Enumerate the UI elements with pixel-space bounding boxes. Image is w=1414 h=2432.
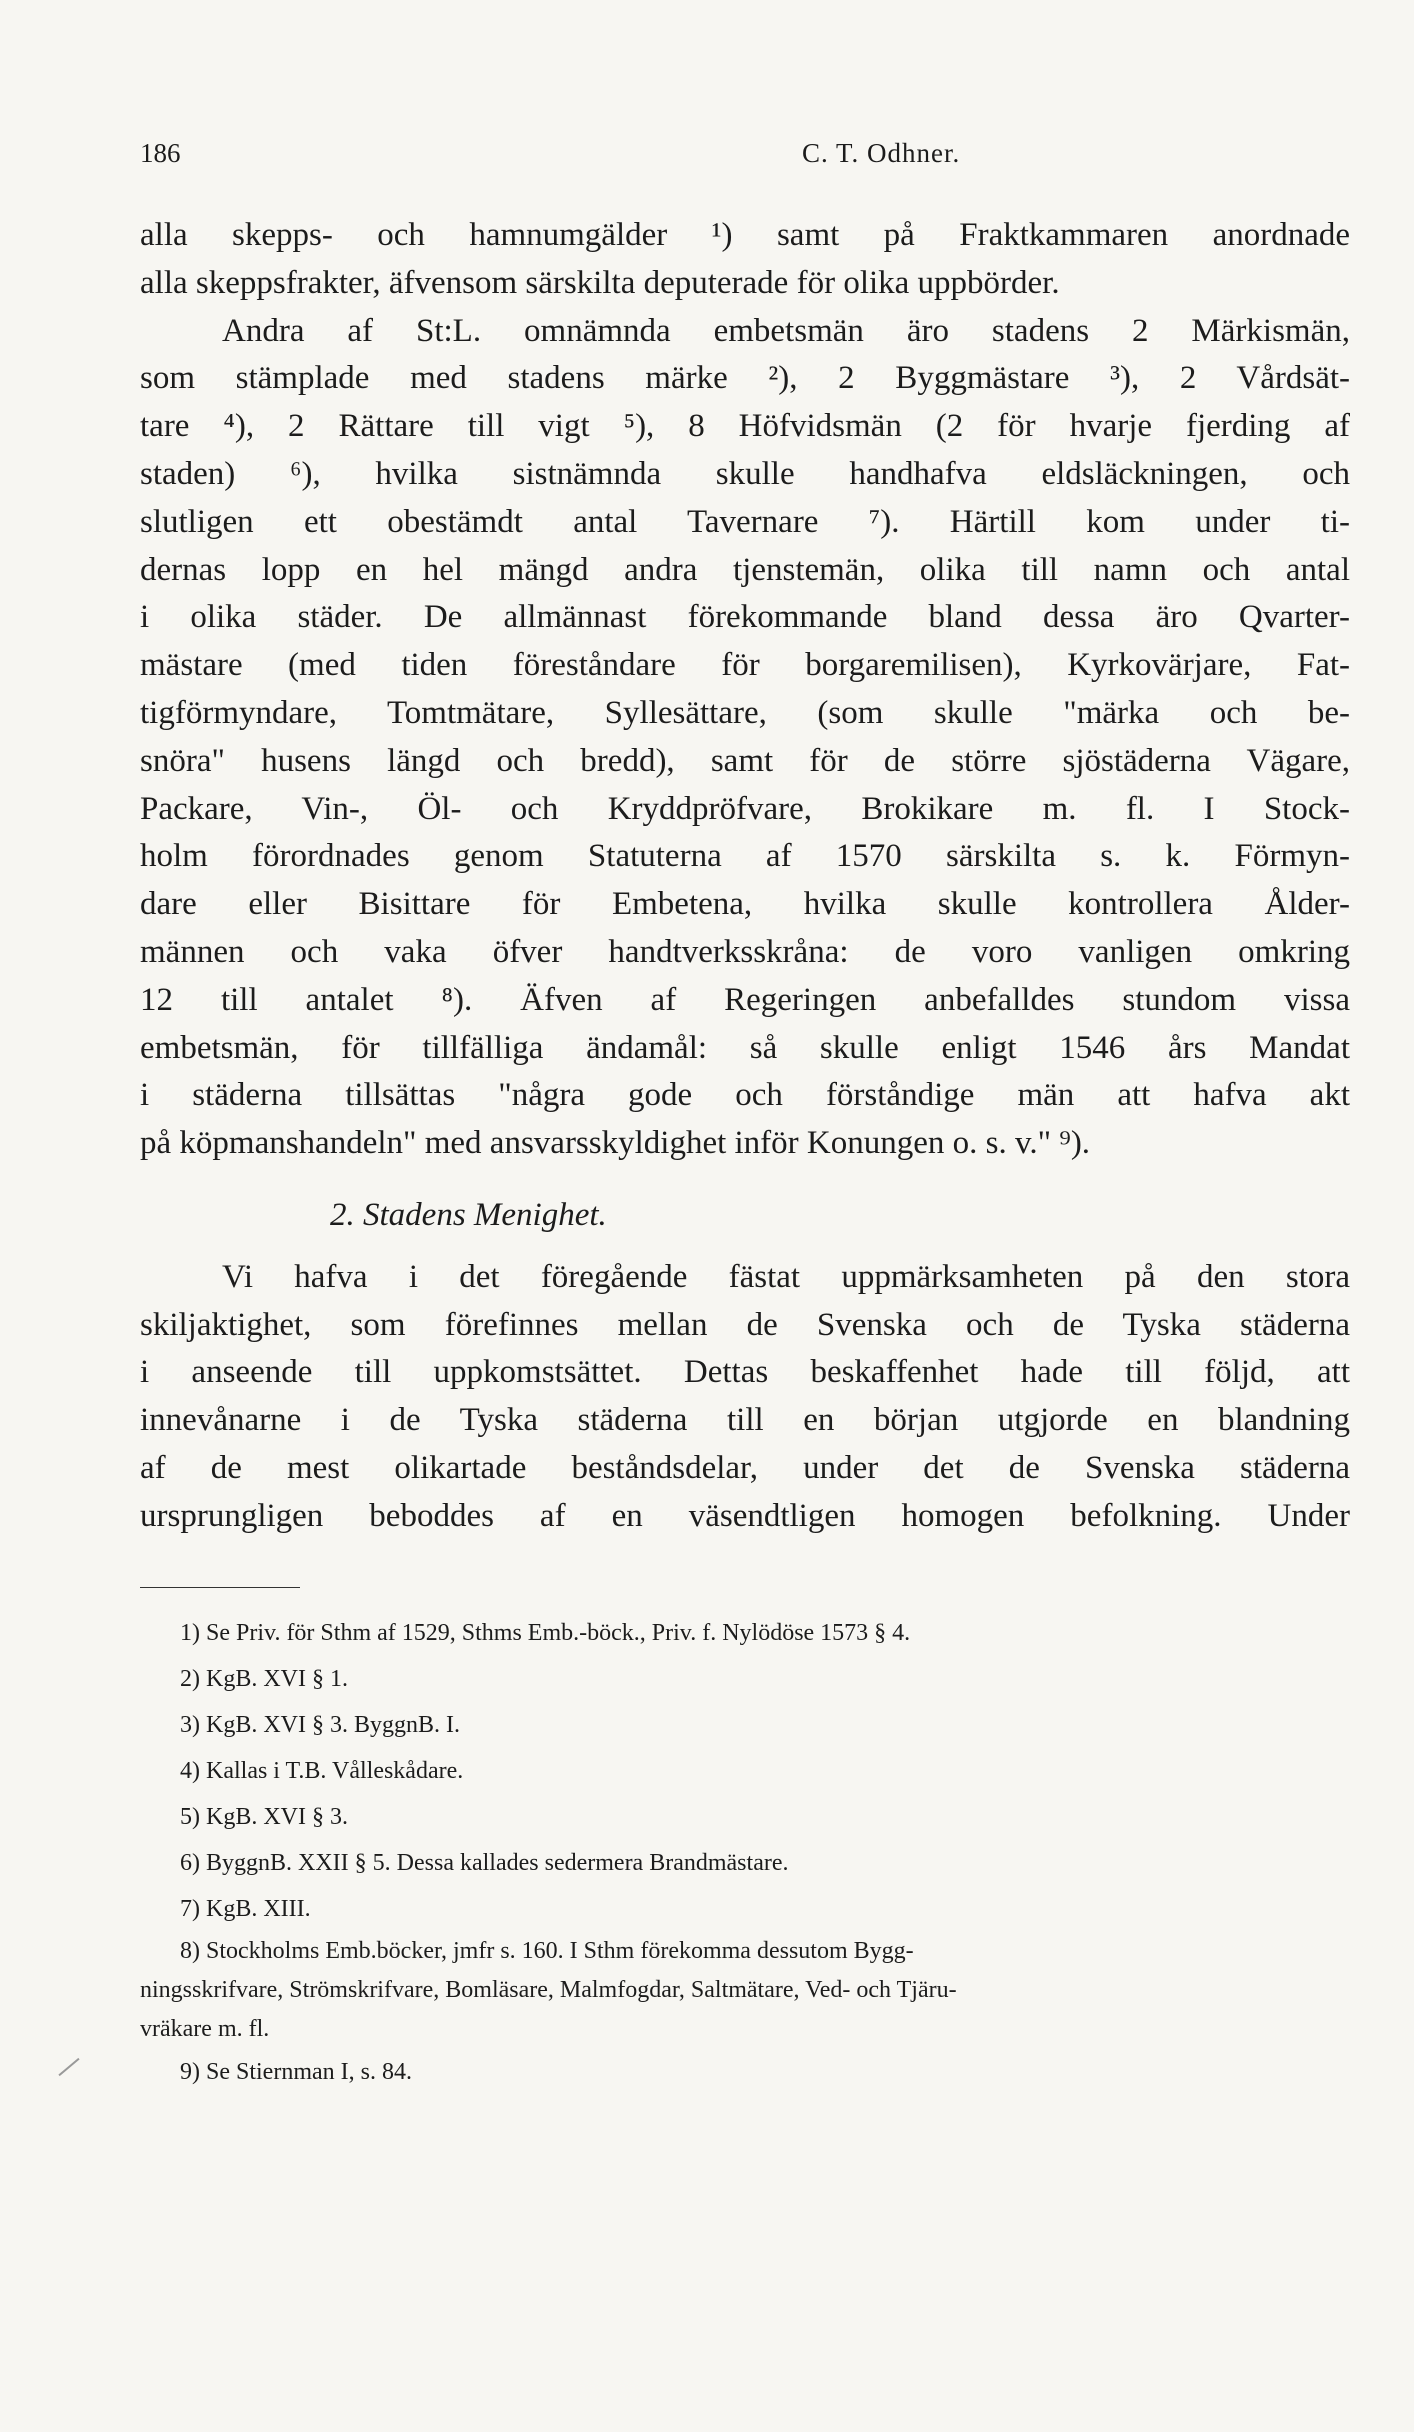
section-title: [140, 1192, 1350, 1240]
text-line: dare eller Bisittare för Embetena, hvilka skulle kontrollera Ålder-: [140, 886, 1350, 923]
footnotes: [140, 1610, 1310, 2095]
text-line: af de mest olikartade beståndsdelar, under det de Svenska städerna: [140, 1449, 1350, 1486]
footnote-line: vräkare m. fl.: [140, 2016, 270, 2042]
text-line: embetsmän, för tillfälliga ändamål: så skulle enligt 1546 års Mandat: [140, 1029, 1350, 1066]
text-line: Packare, Vin-, Öl- och Kryddpröfvare, Brokikare m. fl. I Stock-: [140, 790, 1350, 827]
text-line: alla skepps- och hamnumgälder ¹) samt på Fraktkammaren anordnade: [140, 217, 1350, 253]
text-line: Andra af St:L. omnämnda embetsmän äro stadens 2 Märkismän,: [222, 312, 1350, 349]
text-line: tare ⁴), 2 Rättare till vigt ⁵), 8 Höfvidsmän (2 för hvarje fjerding af: [140, 408, 1350, 445]
footnote-1: 1) Se Priv. för Sthm af 1529, Sthms Emb.-böck., Priv. f. Nylödöse 1573 § 4.: [180, 1620, 911, 1646]
text-line: holm förordnades genom Statuterna af 1570 särskilta s. k. Förmyn-: [140, 838, 1350, 875]
text-line: Vi hafva i det föregående fästat uppmärksamheten på den stora: [222, 1258, 1350, 1295]
paragraph-3: [140, 1254, 1350, 1541]
text-line: snöra" husens längd och bredd), samt för de större sjöstäderna Vägare,: [140, 742, 1350, 779]
text-line: innevånarne i de Tyska städerna till en början utgjorde en blandning: [140, 1402, 1350, 1439]
text-line: 12 till antalet ⁸). Äfven af Regeringen anbefalldes stundom vissa: [140, 981, 1350, 1018]
text-line: i städerna tillsättas "några gode och förståndige män att hafva akt: [140, 1077, 1350, 1114]
footnote-line: ningsskrifvare, Strömskrifvare, Bomläsare, Malmfogdar, Saltmätare, Ved- och Tjäru-: [140, 1977, 957, 2003]
footnote-divider: [140, 1587, 300, 1588]
footnote-4: 4) Kallas i T.B. Vålleskådare.: [180, 1758, 464, 1784]
text-line: skiljaktighet, som förefinnes mellan de Svenska och de Tyska städerna: [140, 1306, 1350, 1343]
text-line: mästare (med tiden föreståndare för borgaremilisen), Kyrkovärjare, Fat-: [140, 647, 1350, 684]
footnote-8: [140, 1932, 1310, 2049]
text-line: dernas lopp en hel mängd andra tjenstemän, olika till namn och antal: [140, 551, 1350, 588]
text-line: på köpmanshandeln" med ansvarsskyldighet inför Konungen o. s. v." ⁹).: [140, 1125, 1091, 1162]
footnote-6: 6) ByggnB. XXII § 5. Dessa kallades sedermera Brandmästare.: [180, 1850, 789, 1876]
text-line: som stämplade med stadens märke ²), 2 Byggmästare ³), 2 Vårdsät-: [140, 360, 1350, 397]
paragraph-2: [140, 308, 1350, 1168]
section-title-text: 2. Stadens Menighet.: [330, 1196, 607, 1233]
page-number: 186: [140, 138, 181, 168]
text-line: männen och vaka öfver handtverksskråna: de voro vanligen omkring: [140, 933, 1350, 970]
margin-pencil-mark: [58, 2058, 79, 2076]
text-line: ursprungligen beboddes af en väsendtligen homogen befolkning. Under: [140, 1497, 1350, 1534]
text-line: i olika städer. De allmännast förekommande bland dessa äro Qvarter-: [140, 599, 1350, 636]
footnote-line: 8) Stockholms Emb.böcker, jmfr s. 160. I Sthm förekomma dessutom Bygg-: [180, 1938, 914, 1964]
footnote-3: 3) KgB. XVI § 3. ByggnB. I.: [180, 1712, 460, 1738]
text-line: staden) ⁶), hvilka sistnämnda skulle handhafva eldsläckningen, och: [140, 455, 1350, 492]
page-header: [140, 138, 1350, 178]
footnote-7: 7) KgB. XIII.: [180, 1896, 311, 1922]
text-line: slutligen ett obestämdt antal Tavernare ⁷). Härtill kom under ti-: [140, 503, 1350, 540]
body-text: [140, 212, 1350, 1541]
text-line: tigförmyndare, Tomtmätare, Syllesättare, (som skulle "märka och be-: [140, 694, 1350, 731]
footnote-5: 5) KgB. XVI § 3.: [180, 1804, 348, 1830]
paragraph-1: [140, 212, 1350, 308]
footnote-9: 9) Se Stiernman I, s. 84.: [180, 2059, 412, 2085]
text-line: alla skeppsfrakter, äfvensom särskilta deputerade för olika uppbörder.: [140, 264, 1060, 301]
footnote-2: 2) KgB. XVI § 1.: [180, 1666, 348, 1692]
text-line: i anseende till uppkomstsättet. Dettas beskaffenhet hade till följd, att: [140, 1354, 1350, 1391]
running-head: C. T. Odhner.: [802, 138, 961, 168]
